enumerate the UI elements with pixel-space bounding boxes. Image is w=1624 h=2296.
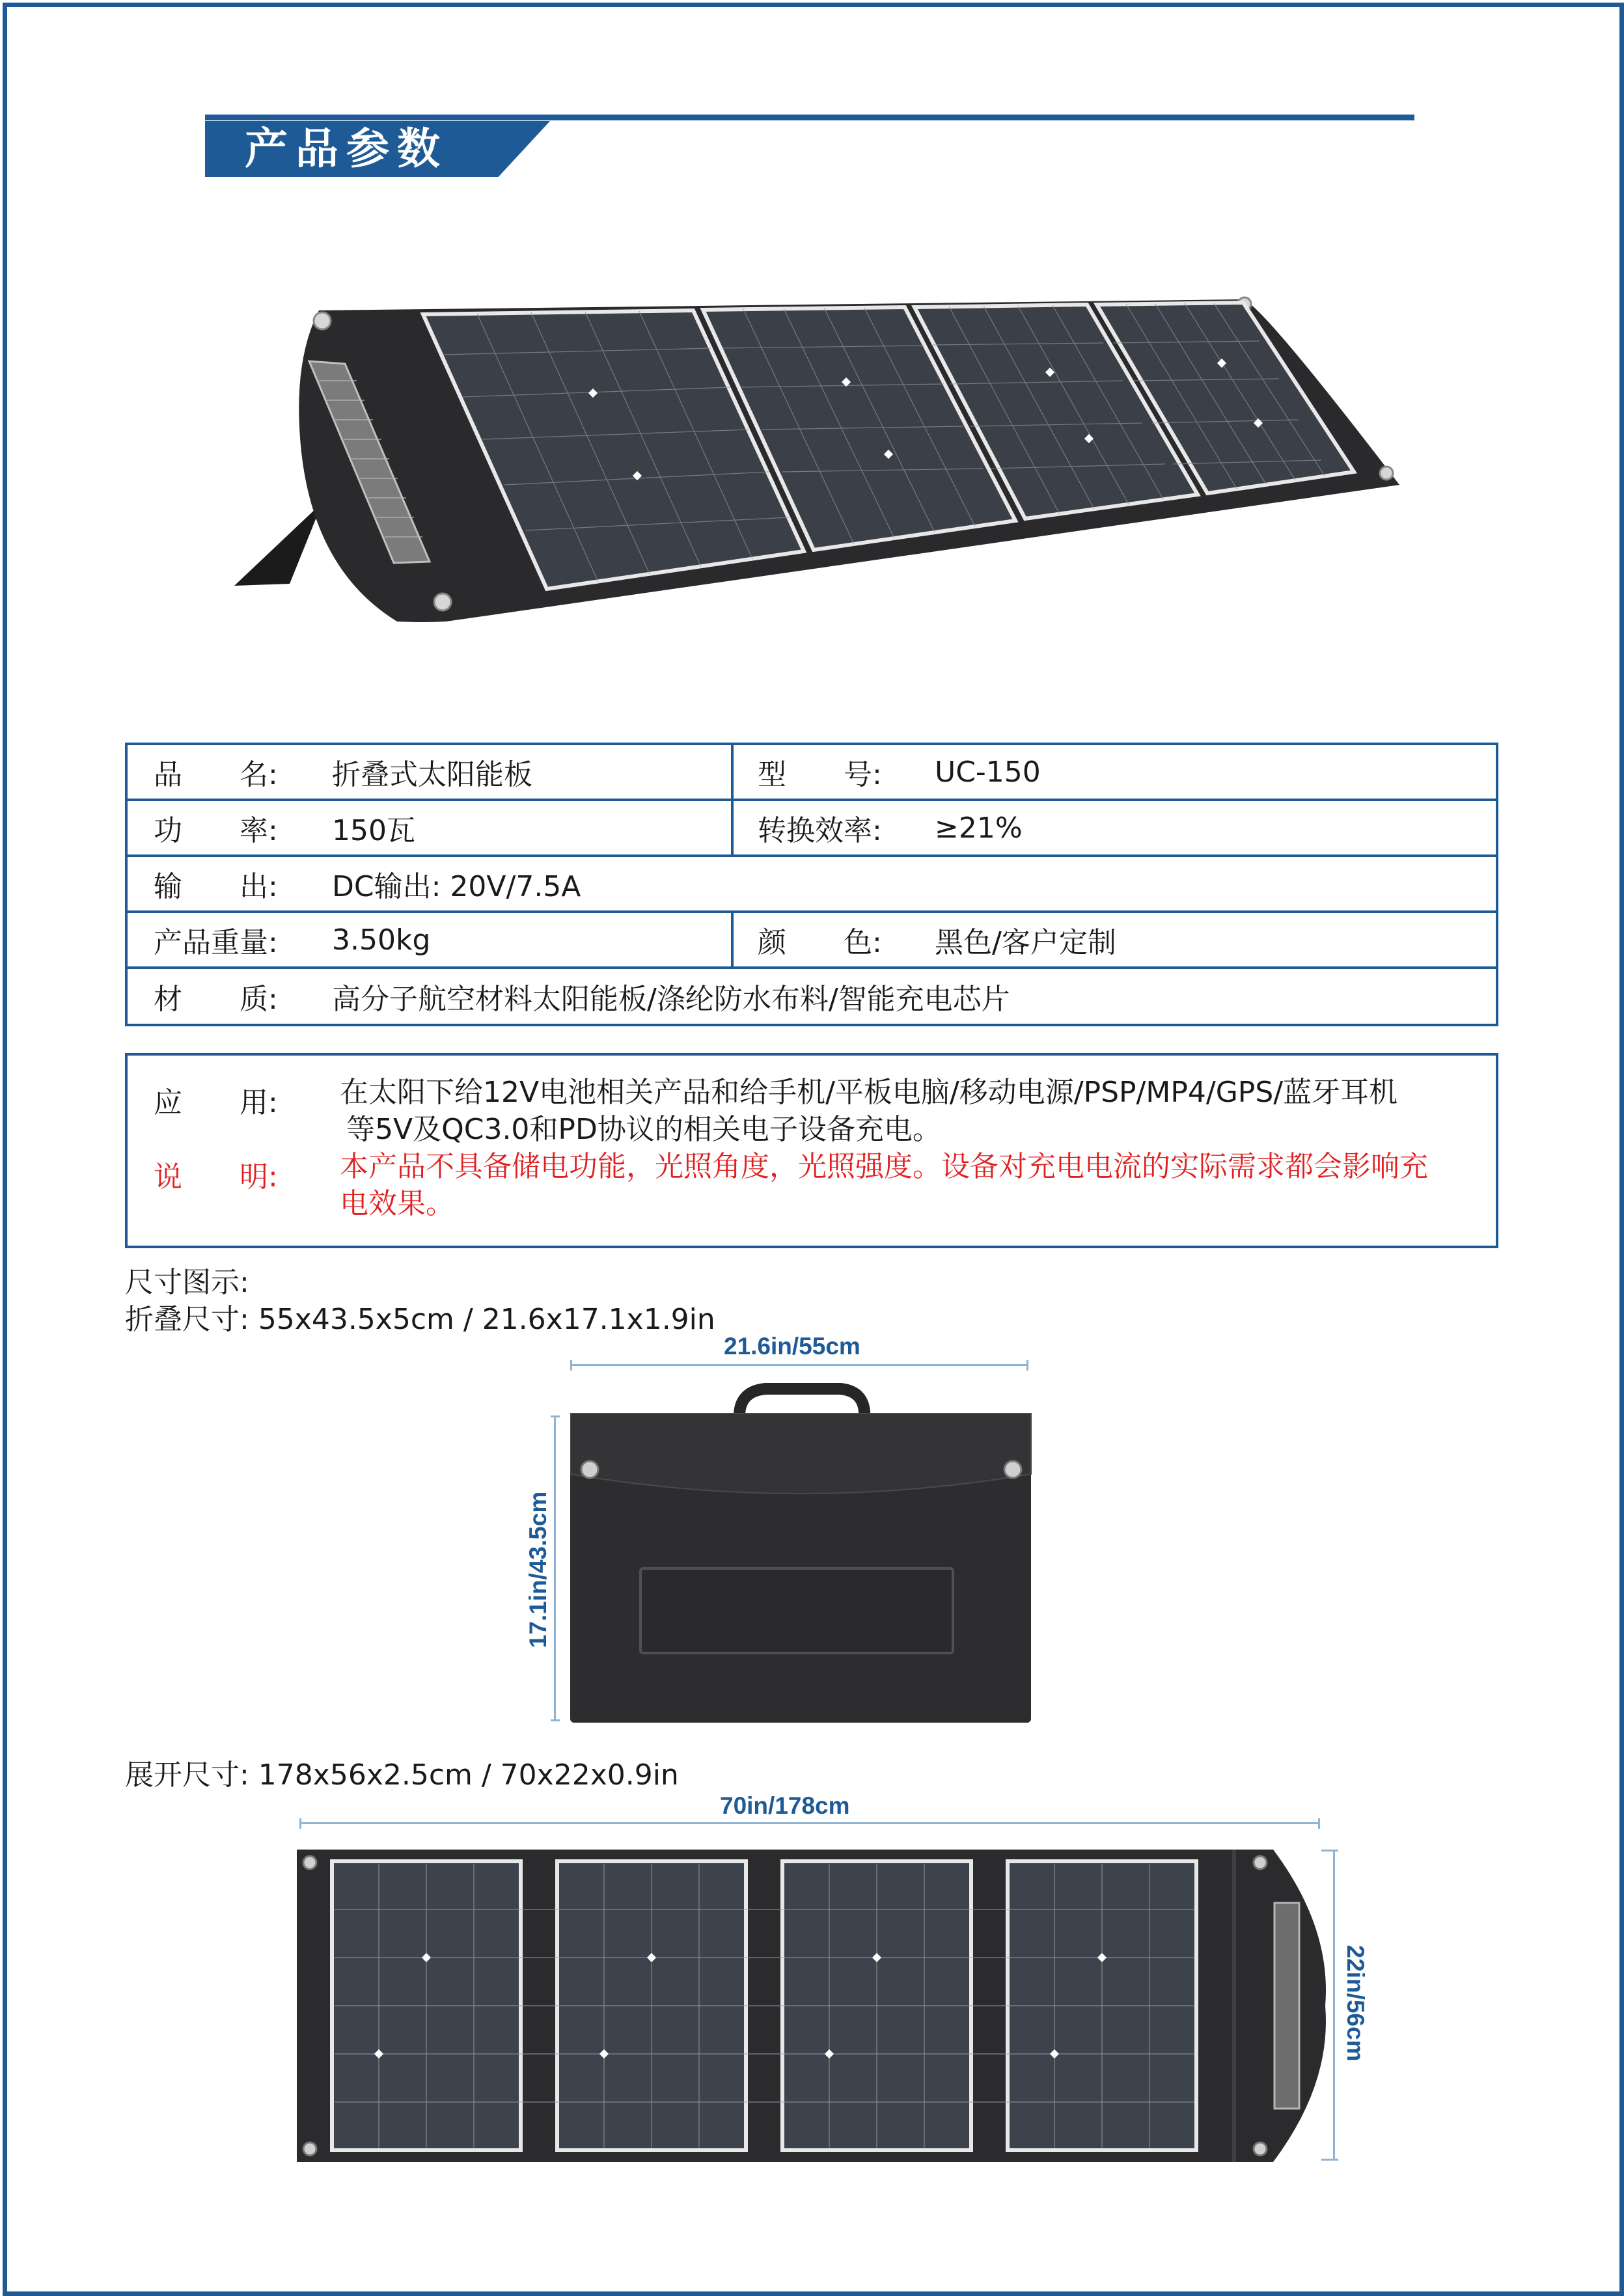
spec-row-material bbox=[128, 969, 1496, 1024]
notice-line-2: 电效果。 bbox=[340, 1187, 454, 1220]
label-application: 应 用: bbox=[154, 1086, 278, 1119]
spec-row-output bbox=[128, 857, 1496, 913]
label-output: 输 出: bbox=[154, 870, 278, 903]
label-color: 颜 色: bbox=[758, 926, 882, 959]
dimensions-title: 尺寸图示: bbox=[125, 1266, 249, 1299]
folded-height-tick bbox=[551, 1415, 560, 1417]
folded-size: 折叠尺寸: 55x43.5x5cm / 21.6x17.1x1.9in bbox=[125, 1303, 715, 1336]
folded-width-label: 21.6in/55cm bbox=[724, 1333, 860, 1360]
value-material: 高分子航空材料太阳能板/涤纶防水布料/智能充电芯片 bbox=[332, 983, 1010, 1016]
notice-line-1: 本产品不具备储电功能，光照角度，光照强度。设备对充电电流的实际需求都会影响充 bbox=[340, 1150, 1428, 1183]
folded-width-tick bbox=[570, 1360, 572, 1371]
spec-row-power bbox=[128, 801, 1496, 857]
product-photo bbox=[228, 296, 1406, 635]
folded-height-label: 17.1in/43.5cm bbox=[525, 1491, 551, 1648]
unfolded-width-tick bbox=[1318, 1818, 1320, 1829]
section-title: 产品参数 bbox=[245, 124, 448, 174]
application-line-2: 等5V及QC3.0和PD协议的相关电子设备充电。 bbox=[346, 1113, 941, 1146]
header-rule bbox=[205, 115, 1414, 120]
value-weight: 3.50kg bbox=[332, 923, 431, 957]
unfolded-height-line bbox=[1333, 1850, 1335, 2161]
label-material: 材 质: bbox=[154, 983, 278, 1016]
label-power: 功 率: bbox=[154, 814, 278, 847]
value-output: DC输出: 20V/7.5A bbox=[332, 870, 581, 903]
col-divider bbox=[731, 745, 734, 799]
folded-width-line bbox=[570, 1364, 1028, 1366]
spec-table bbox=[125, 743, 1498, 1026]
value-name: 折叠式太阳能板 bbox=[332, 758, 532, 791]
spec-row-name bbox=[128, 745, 1496, 801]
unfolded-panel-image bbox=[297, 1850, 1332, 2162]
label-efficiency: 转换效率: bbox=[758, 814, 882, 847]
spec-row-weight bbox=[128, 913, 1496, 969]
unfolded-width-label: 70in/178cm bbox=[720, 1792, 850, 1819]
folded-width-tick bbox=[1026, 1360, 1028, 1371]
label-name: 品 名: bbox=[154, 758, 278, 791]
col-divider bbox=[731, 801, 734, 854]
folded-bag-image bbox=[570, 1380, 1032, 1725]
unfolded-size: 展开尺寸: 178x56x2.5cm / 70x22x0.9in bbox=[125, 1758, 679, 1792]
application-line-1: 在太阳下给12V电池相关产品和给手机/平板电脑/移动电源/PSP/MP4/GPS/蓝牙耳机 bbox=[340, 1076, 1398, 1109]
value-efficiency: ≥21% bbox=[935, 811, 1023, 845]
unfolded-height-label: 22in/56cm bbox=[1342, 1945, 1369, 2062]
folded-height-tick bbox=[551, 1719, 560, 1721]
unfolded-width-line bbox=[299, 1822, 1320, 1824]
folded-height-line bbox=[554, 1415, 556, 1721]
label-notice: 说 明: bbox=[154, 1160, 278, 1194]
col-divider bbox=[731, 913, 734, 966]
value-color: 黑色/客户定制 bbox=[935, 926, 1116, 959]
unfolded-width-tick bbox=[299, 1818, 301, 1829]
label-weight: 产品重量: bbox=[154, 926, 278, 959]
label-model: 型 号: bbox=[758, 758, 882, 791]
application-box bbox=[125, 1053, 1498, 1248]
value-power: 150瓦 bbox=[332, 814, 415, 847]
value-model: UC-150 bbox=[935, 755, 1041, 789]
